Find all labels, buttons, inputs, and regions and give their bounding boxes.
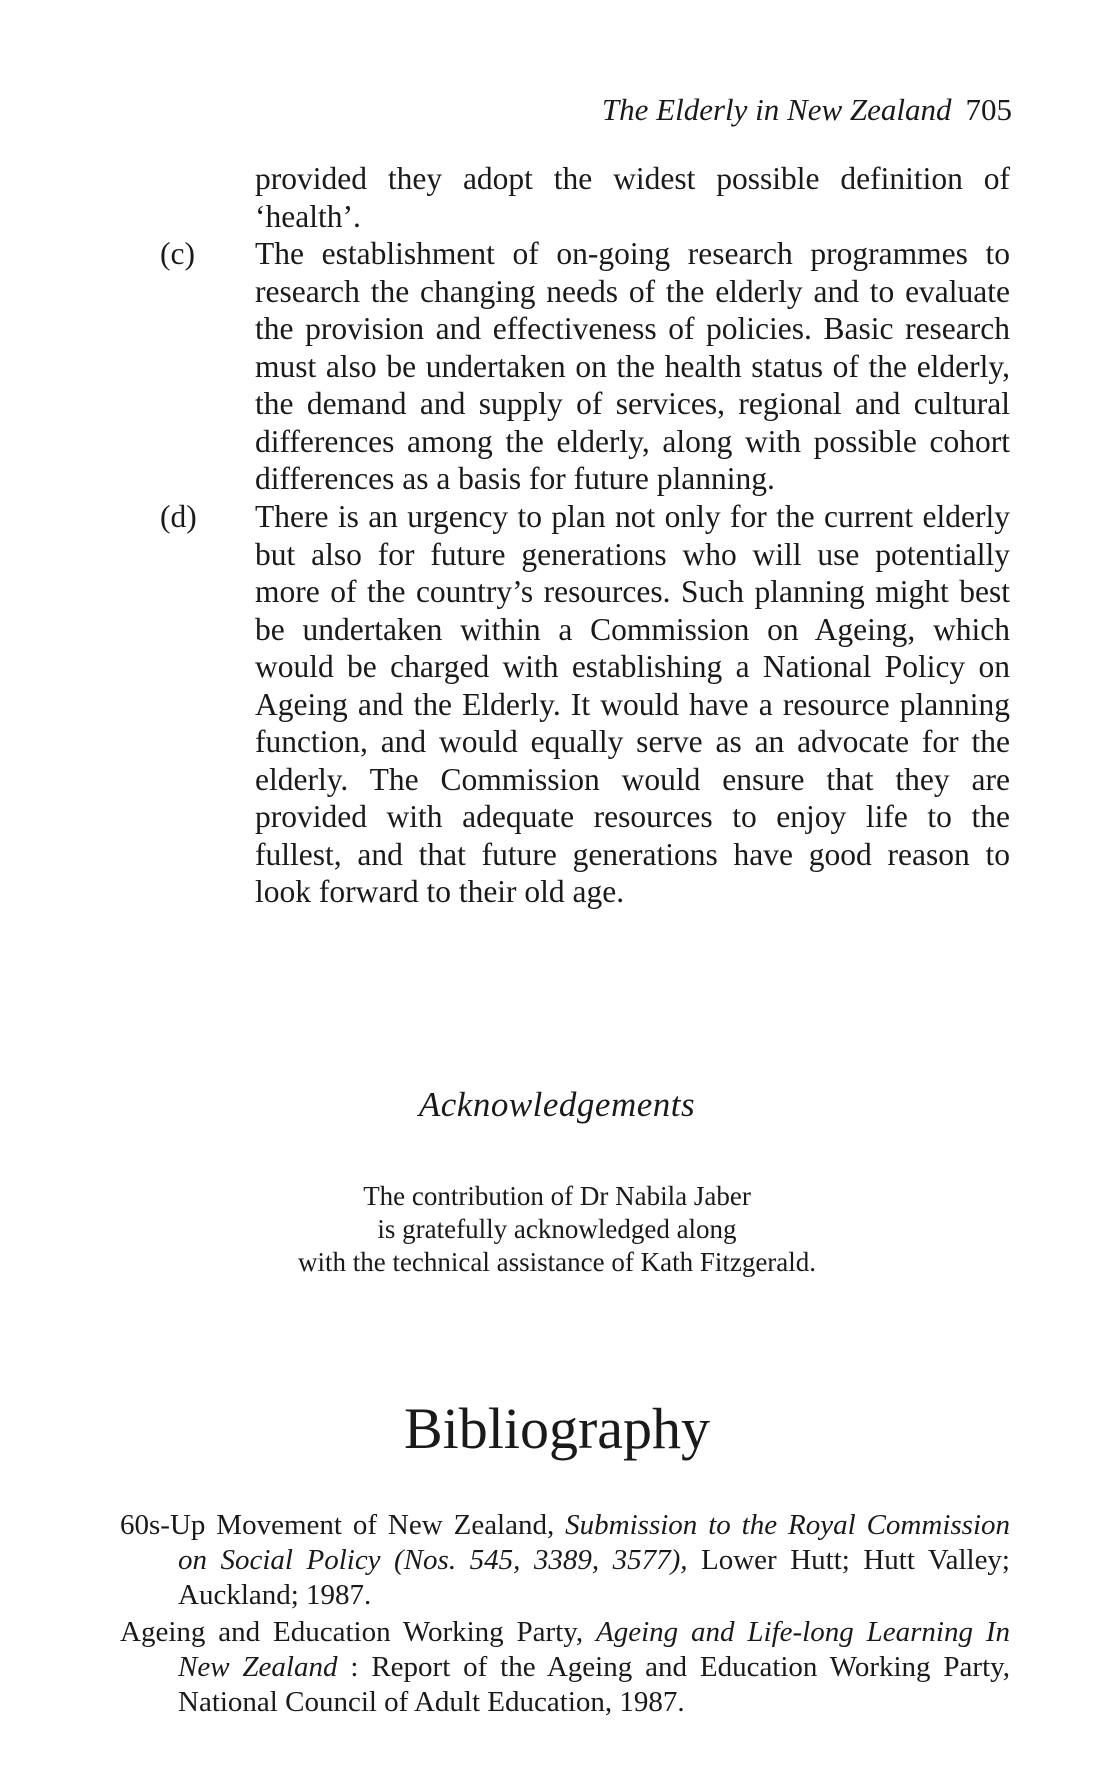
bib-title: Submission to the Royal Commission on Social Policy (Nos. 545, 3389, 3577), (178, 1509, 1011, 1576)
acknowledgements-text (0, 1180, 1114, 1279)
bibliography-entry (120, 1508, 1010, 1613)
acknowledgements-line: is gratefully acknowledged along (377, 1214, 737, 1244)
list-item-text: There is an urgency to plan not only for the current elderly but also for future generations who will use potentially more of the country’s resources. Such planning might best be undertaken within a Commission on Ageing, which would be charged with establishing a National Policy on Ageing and the Elderly. It would have a resource planning function, and would equally serve as an advocate for the elderly. The Commission would ensure that they are provided with adequate resources to enjoy life to the fullest, and that future generations have good reason to look forward to their old age. (255, 499, 1010, 909)
list-item-label: (d) (160, 499, 197, 534)
bib-title: Ageing and Life-long Learning In New Zealand (178, 1616, 1010, 1683)
acknowledgements-line: The contribution of Dr Nabila Jaber (363, 1181, 751, 1211)
list-item-text: The establishment of on-going research programmes to research the changing needs of the elderly and to evaluate the provision and effectiveness of policies. Basic research must also be undertaken on the health status of the elderly, the demand and supply of services, regional and cultural differences among the elderly, along with possible cohort differences as a basis for future planning. (255, 236, 1010, 496)
continuation-paragraph: provided they adopt the widest possible definition of ‘health’. (255, 161, 1010, 234)
running-head-title: The Elderly in New Zealand (601, 92, 952, 127)
bib-details: : Report of the Ageing and Education Working Party, National Council of Adult Education, 1987. (178, 1651, 1011, 1718)
bibliography-heading: Bibliography (403, 1396, 711, 1461)
list-item-label: (c) (160, 236, 195, 271)
running-head (120, 92, 1012, 128)
bib-author: 60s-Up Movement of New Zealand, (120, 1509, 555, 1541)
page-number: 705 (965, 92, 1012, 127)
bib-author: Ageing and Education Working Party, (120, 1616, 584, 1648)
acknowledgements-heading: Acknowledgements (418, 1085, 696, 1124)
acknowledgements-line: with the technical assistance of Kath Fitzgerald. (297, 1247, 817, 1277)
bibliography-entry (120, 1615, 1010, 1720)
bib-details: Lower Hutt; Hutt Valley; Auckland; 1987. (178, 1544, 1010, 1611)
